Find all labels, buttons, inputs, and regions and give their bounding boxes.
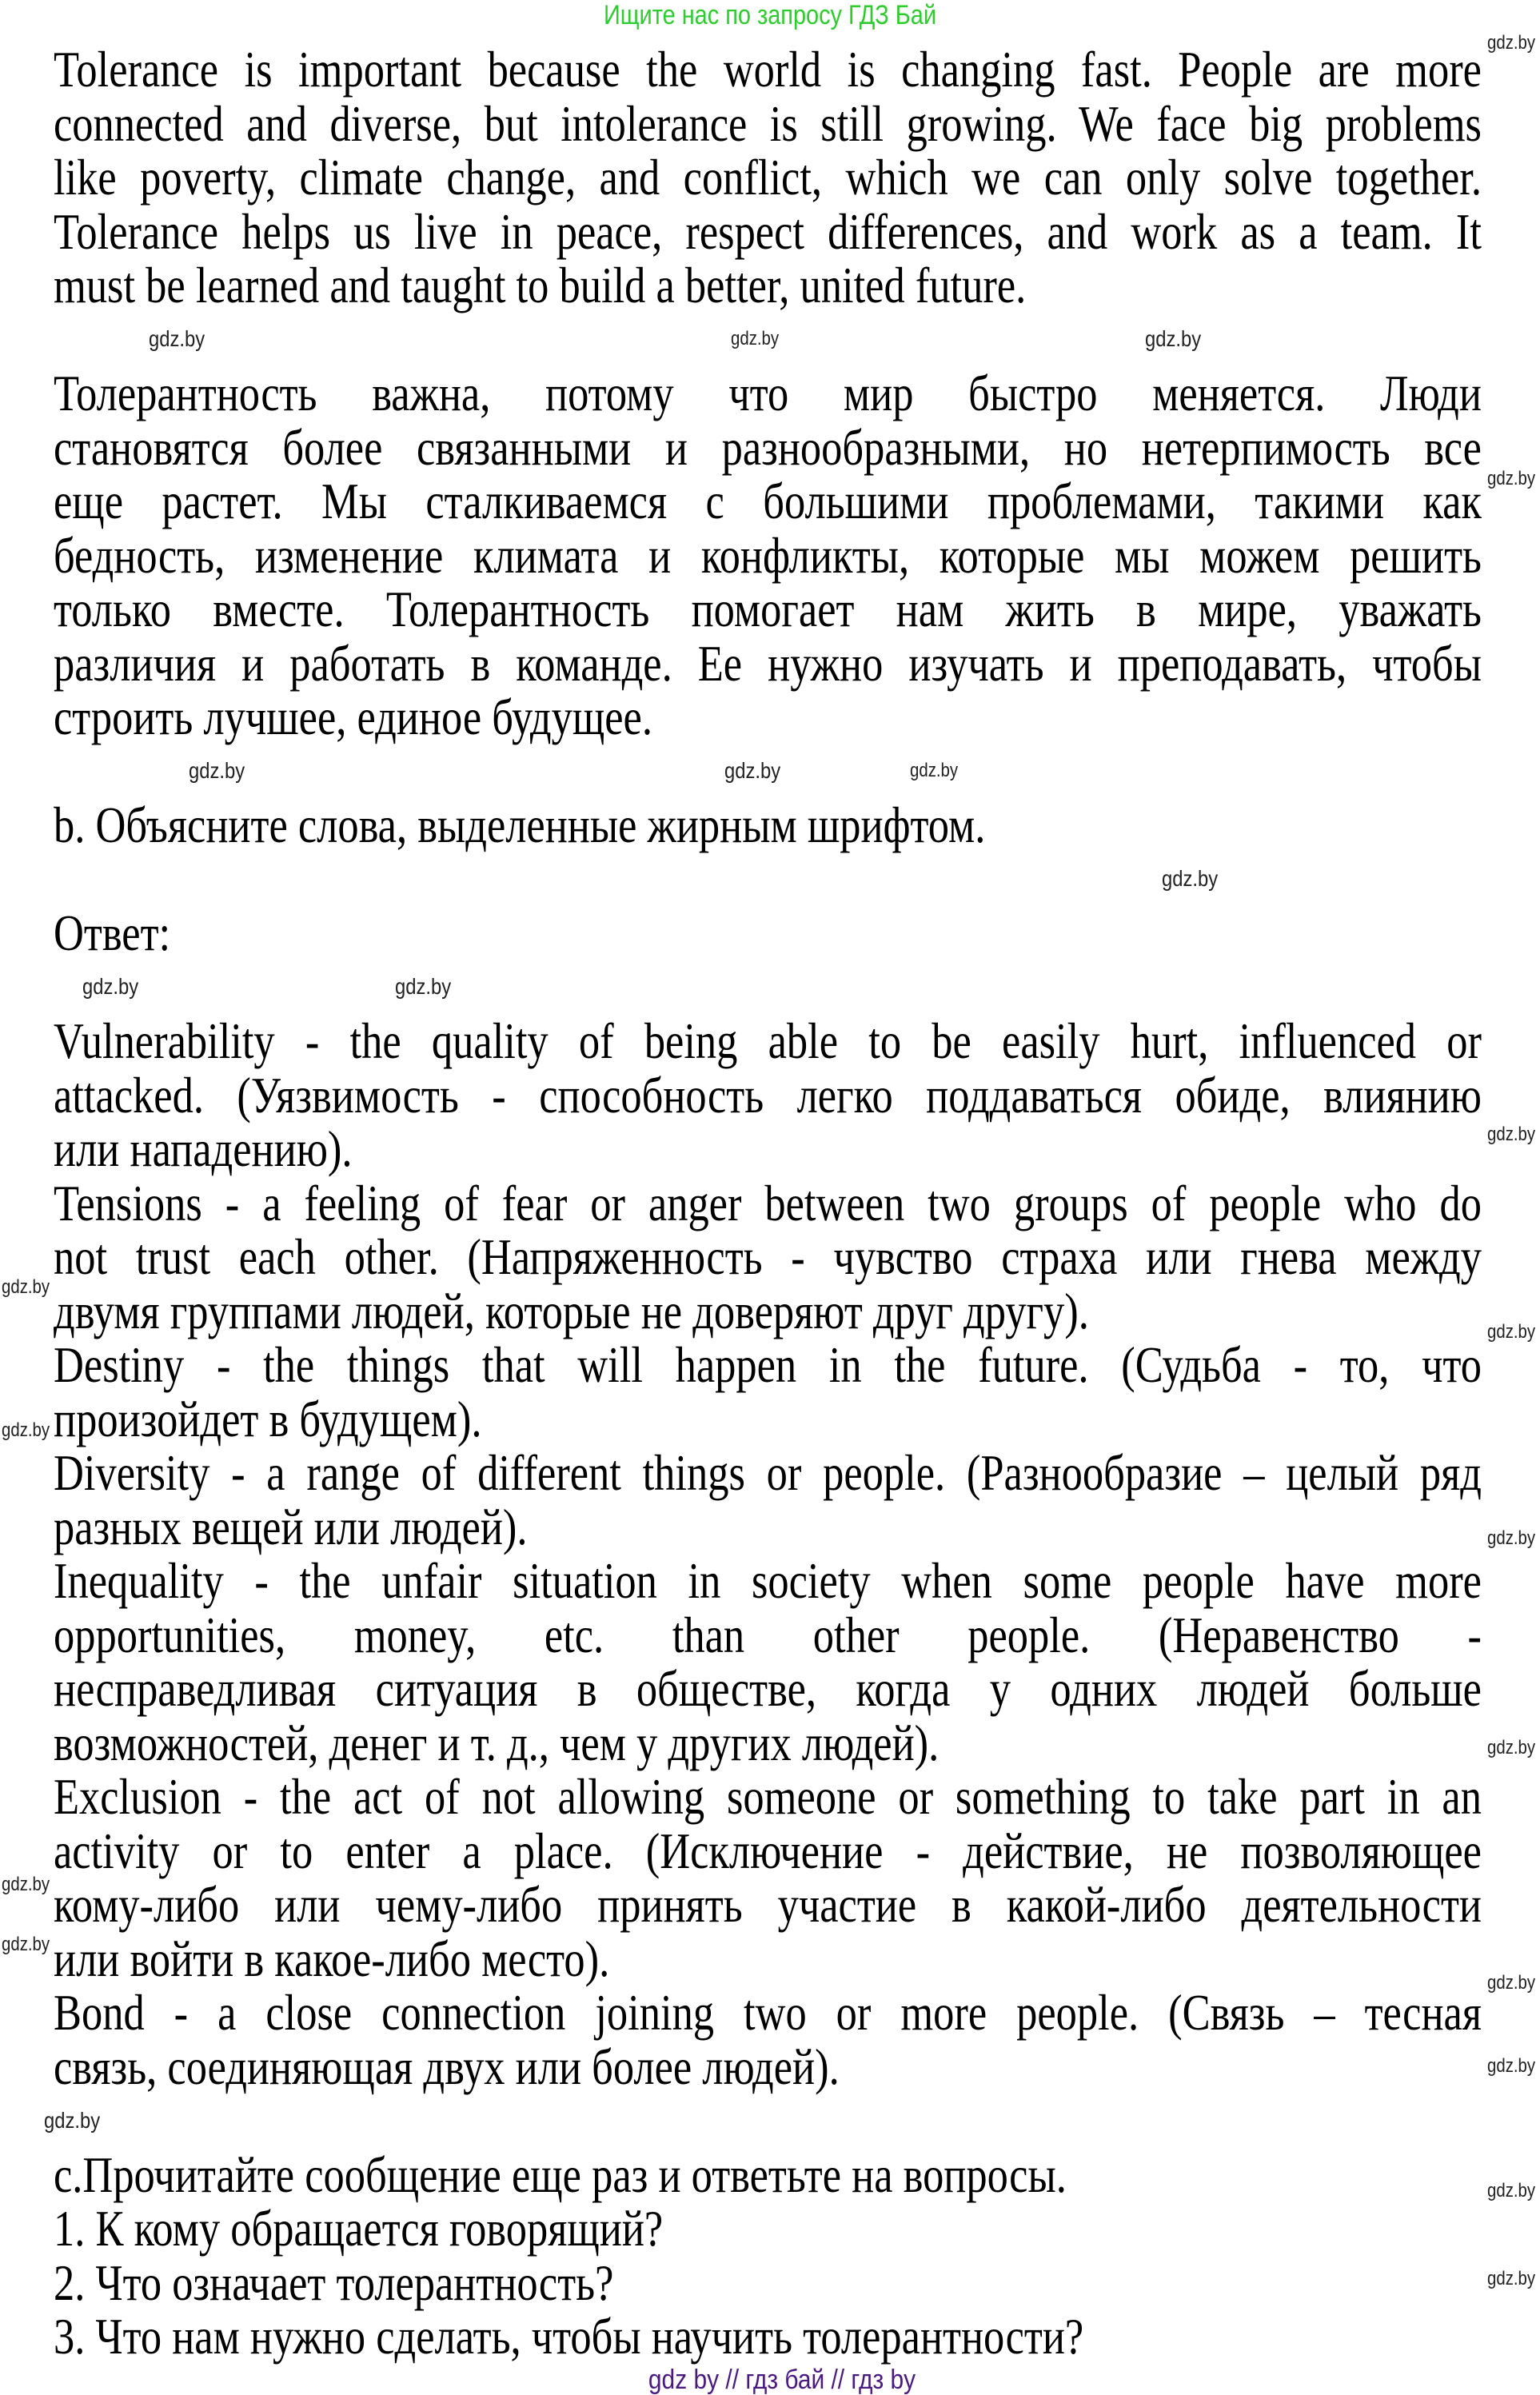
text-line: несправедливая ситуация в обществе, когда у одних людей больше — [54, 1660, 1482, 1717]
text-line: Tolerance helps us live in peace, respect differences, and work as a team. It — [54, 202, 1482, 260]
text-line: Destiny - the things that will happen in the future. (Судьба - то, что — [54, 1336, 1482, 1393]
paragraph — [54, 1014, 1482, 1176]
watermark: gdz.by — [724, 758, 781, 783]
text-line: activity or to enter a place. (Исключение - действие, не позволяющее — [54, 1822, 1482, 1879]
watermark: gdz.by — [1487, 32, 1536, 54]
text-line: еще растет. Мы сталкиваемся с большими проблемами, такими как — [54, 473, 1482, 529]
paragraph — [54, 1446, 1482, 1554]
paragraph — [54, 366, 1482, 744]
watermark: gdz.by — [910, 760, 959, 781]
text-line: Diversity - a range of different things or people. (Разнообразие – целый ряд — [54, 1444, 1482, 1501]
footer-banner: gdz by // гдз бай // гдз by — [648, 2365, 916, 2395]
watermark: gdz.by — [189, 758, 245, 783]
text-line: c.Прочитайте сообщение еще раз и ответьте на вопросы. — [54, 2146, 1067, 2203]
text-line: разных вещей или людей). — [54, 1498, 528, 1555]
text-line: Ответ: — [54, 904, 171, 961]
text-line: произойдет в будущем). — [54, 1390, 482, 1447]
watermark: gdz.by — [731, 328, 780, 349]
watermark: gdz.by — [2, 1276, 50, 1298]
watermark: gdz.by — [149, 326, 205, 351]
document-body — [54, 42, 1482, 2364]
text-line: связь, соединяющая двух или более людей). — [54, 2038, 840, 2095]
watermark: gdz.by — [1487, 1124, 1536, 1145]
watermark: gdz.by — [2, 1874, 50, 1895]
watermark: gdz.by — [2, 1934, 50, 1955]
text-line: Tolerance is important because the world is changing fast. People are more — [54, 41, 1482, 98]
text-line: только вместе. Толерантность помогает нам жить в мире, уважать — [54, 581, 1482, 637]
paragraph — [54, 2148, 1482, 2202]
paragraph — [54, 2201, 1482, 2256]
text-line: b. Объясните слова, выделенные жирным шрифтом. — [54, 796, 986, 853]
watermark: gdz.by — [1145, 326, 1202, 351]
paragraph — [54, 1986, 1482, 2094]
text-line: Bond - a close connection joining two or more people. (Связь – тесная — [54, 1984, 1482, 2041]
text-line: Exclusion - the act of not allowing someone or something to take part in an — [54, 1768, 1482, 1825]
text-line: not trust each other. (Напряженность - чувство страха или гнева между — [54, 1228, 1482, 1285]
watermark: gdz.by — [2, 1419, 50, 1441]
watermark: gdz.by — [1487, 468, 1536, 489]
text-line: или войти в какое-либо место). — [54, 1930, 610, 1987]
watermark: gdz.by — [1487, 1972, 1536, 1994]
paragraph — [54, 2309, 1482, 2364]
watermark: gdz.by — [395, 974, 452, 999]
text-line: или нападению). — [54, 1120, 353, 1177]
paragraph — [54, 798, 1482, 852]
text-line: 2. Что означает толерантность? — [54, 2253, 614, 2311]
paragraph — [54, 1554, 1482, 1770]
watermark: gdz.by — [82, 974, 139, 999]
paragraph — [54, 42, 1482, 313]
text-line: Толерантность важна, потому что мир быстро меняется. Люди — [54, 365, 1482, 421]
watermark: gdz.by — [1487, 1527, 1536, 1549]
text-line: Vulnerability - the quality of being able to be easily hurt, influenced or — [54, 1012, 1482, 1069]
text-line: 3. Что нам нужно сделать, чтобы научить толерантности? — [54, 2308, 1084, 2365]
text-line: 1. К кому обращается говорящий? — [54, 2200, 664, 2257]
paragraph — [54, 1338, 1482, 1446]
text-line: строить лучшее, единое будущее. — [54, 689, 652, 745]
watermark: gdz.by — [1162, 866, 1219, 891]
text-line: различия и работать в команде. Ее нужно изучать и преподавать, чтобы — [54, 634, 1482, 692]
watermark: gdz.by — [1487, 1737, 1536, 1758]
text-line: становятся более связанными и разнообразными, но нетерпимость все — [54, 418, 1482, 476]
watermark: gdz.by — [1487, 2268, 1536, 2289]
watermark: gdz.by — [1487, 2180, 1536, 2201]
text-line: opportunities, money, etc. than other people. (Неравенство - — [54, 1606, 1482, 1663]
text-line: двумя группами людей, которые не доверяют друг другу). — [54, 1282, 1089, 1339]
text-line: connected and diverse, but intolerance is still growing. We face big problems — [54, 94, 1482, 152]
paragraph — [54, 906, 1482, 960]
paragraph — [54, 1176, 1482, 1339]
text-line: Inequality - the unfair situation in society when some people have more — [54, 1552, 1482, 1609]
paragraph — [54, 1770, 1482, 1986]
watermark: gdz.by — [44, 2108, 101, 2133]
text-line: Tensions - a feeling of fear or anger between two groups of people who do — [54, 1174, 1482, 1231]
text-line: возможностей, денег и т. д., чем у других людей). — [54, 1714, 940, 1771]
text-line: кому-либо или чему-либо принять участие в какой-либо деятельности — [54, 1876, 1482, 1933]
watermark: gdz.by — [1487, 1321, 1536, 1343]
paragraph — [54, 2253, 1482, 2311]
text-line: attacked. (Уязвимость - способность легко поддаваться обиде, влиянию — [54, 1066, 1482, 1124]
text-line: like poverty, climate change, and conflict, which we can only solve together. — [54, 149, 1482, 206]
watermark: gdz.by — [1487, 2055, 1536, 2077]
header-banner: Ищите нас по запросу ГДЗ Бай — [604, 0, 936, 30]
text-line: бедность, изменение климата и конфликты, которые мы можем решить — [54, 526, 1482, 584]
text-line: must be learned and taught to build a better, united future. — [54, 257, 1027, 313]
